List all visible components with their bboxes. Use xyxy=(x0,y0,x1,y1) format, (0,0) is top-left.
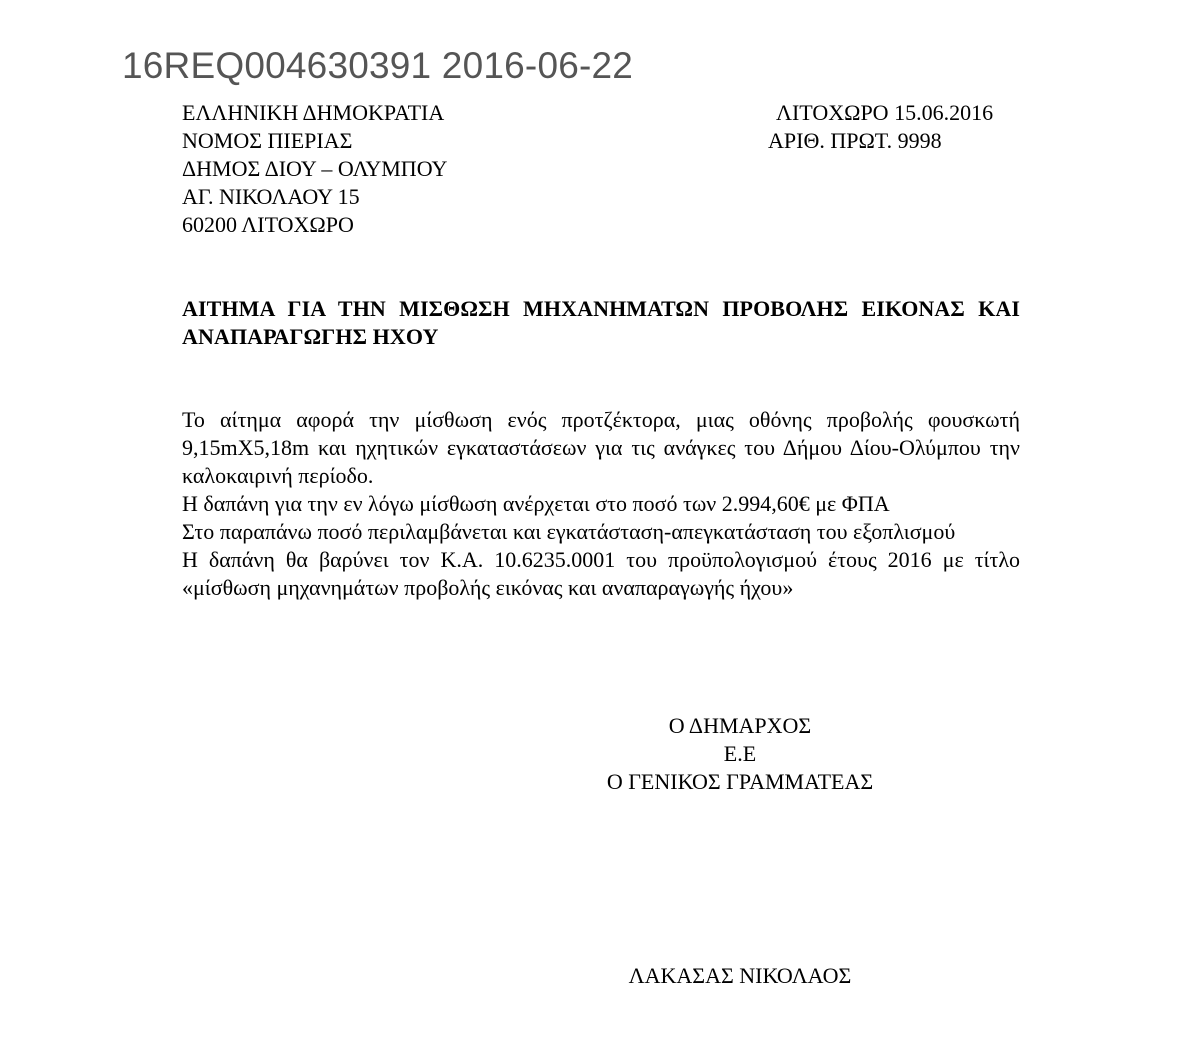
sender-line-prefecture: ΝΟΜΟΣ ΠΙΕΡΙΑΣ xyxy=(182,128,353,153)
signer-name: ΛΑΚΑΣΑΣ ΝΙΚΟΛΑΟΣ xyxy=(628,963,852,988)
document-stamp-id: 16REQ004630391 2016-06-22 xyxy=(122,45,634,86)
signature-role: Ο ΓΕΝΙΚΟΣ ΓΡΑΜΜΑΤΕΑΣ xyxy=(606,769,874,794)
signature-on-behalf: Ε.Ε xyxy=(723,741,757,766)
body-paragraph-installation: Στο παραπάνω ποσό περιλαμβάνεται και εγκατάσταση-απεγκατάσταση του εξοπλισμού xyxy=(182,519,956,544)
sender-line-city: 60200 ΛΙΤΟΧΩΡΟ xyxy=(182,212,354,237)
sender-address-block xyxy=(182,99,447,239)
sender-line-municipality: ΔΗΜΟΣ ΔΙΟΥ – ΟΛΥΜΠΟΥ xyxy=(182,156,448,181)
document-body xyxy=(182,406,1020,602)
signature-title: Ο ΔΗΜΑΡΧΟΣ xyxy=(668,713,812,738)
sender-line-country: ΕΛΛΗΝΙΚΗ ΔΗΜΟΚΡΑΤΙΑ xyxy=(182,100,445,125)
protocol-number: ΑΡΙΘ. ΠΡΩΤ. 9998 xyxy=(768,128,942,153)
signature-block xyxy=(540,712,940,796)
place-date: ΛΙΤΟΧΩΡΟ 15.06.2016 xyxy=(776,100,994,125)
body-paragraph-cost: Η δαπάνη για την εν λόγω μίσθωση ανέρχεται στο ποσό των 2.994,60€ με ΦΠΑ xyxy=(182,491,890,516)
document-subject: ΑΙΤΗΜΑ ΓΙΑ ΤΗΝ ΜΙΣΘΩΣΗ ΜΗΧΑΝΗΜΑΤΩΝ ΠΡΟΒΟΛΗΣ ΕΙΚΟΝΑΣ ΚΑΙ ΑΝΑΠΑΡΑΓΩΓΗΣ ΗΧΟΥ xyxy=(182,296,1020,349)
sender-line-street: ΑΓ. ΝΙΚΟΛΑΟΥ 15 xyxy=(182,184,360,209)
document-meta-block xyxy=(768,99,993,155)
body-paragraph-scope: Το αίτημα αφορά την μίσθωση ενός προτζέκτορα, μιας οθόνης προβολής φουσκωτή 9,15mX5,18m και ηχητικών εγκαταστάσεων για τις ανάγκες του Δήμου Δίου-Ολύμπου την καλοκαιρινή περίοδο. xyxy=(182,407,1020,488)
body-paragraph-budget-code: Η δαπάνη θα βαρύνει τον Κ.Α. 10.6235.0001 του προϋπολογισμού έτους 2016 με τίτλο «μίσθωση μηχανημάτων προβολής εικόνας και αναπαραγωγής ήχου» xyxy=(182,547,1020,600)
